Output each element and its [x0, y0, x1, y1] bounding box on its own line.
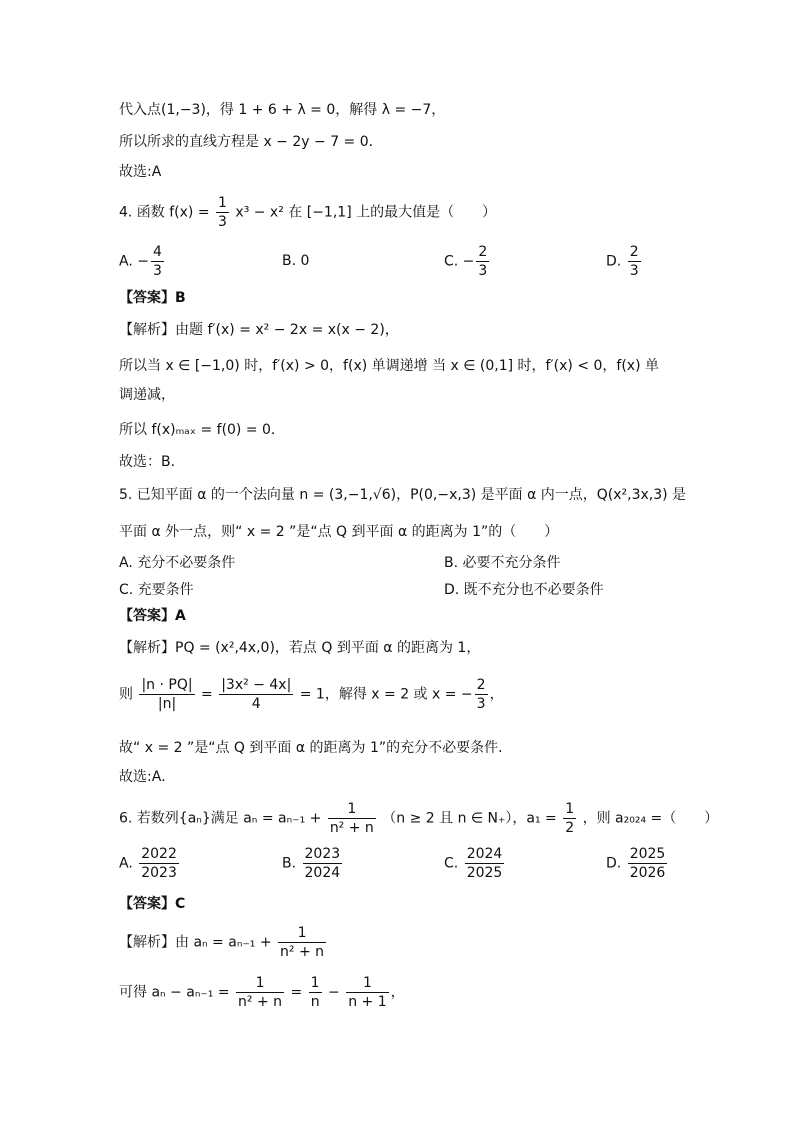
denominator: |n|: [157, 696, 177, 712]
text: ，: [489, 686, 504, 703]
denominator: n² + n: [329, 820, 374, 836]
text: = 1，解得 x = 2 或 x = −: [299, 686, 473, 703]
question-5-line: 平面 α 外一点，则“ x = 2 ”是“点 Q 到平面 α 的距离为 1”的（ ）: [119, 524, 559, 540]
option-d: D. 既不充分也不必要条件: [444, 582, 604, 598]
text: （n ≥ 2 且 n ∈ N₊），a₁ =: [382, 810, 557, 827]
numerator: 2023: [304, 846, 341, 862]
numerator: 1: [328, 800, 376, 819]
numerator: 2025: [629, 846, 666, 862]
fraction: [219, 676, 293, 713]
numerator: 1: [236, 974, 284, 993]
denominator: n: [310, 994, 320, 1010]
analysis-line: 【解析】由题 f′(x) = x² − 2x = x(x − 2)，: [119, 322, 399, 338]
option-label: C.: [444, 855, 459, 872]
text: 【解析】由 aₙ = aₙ₋₁ +: [119, 934, 272, 951]
fraction: [303, 845, 343, 882]
numerator: |3x² − 4x|: [221, 677, 292, 693]
solution-line: 所以所求的直线方程是 x − 2y − 7 = 0．: [119, 134, 383, 150]
option-a: A. − $\frac{4}{3}$: [119, 244, 162, 279]
fraction: [139, 676, 194, 713]
option-label: A.: [119, 855, 133, 872]
denominator: 2023: [141, 865, 177, 881]
analysis-line: 所以 f(x)ₘₐₓ = f(0) = 0．: [119, 422, 285, 438]
fraction: [465, 845, 505, 882]
answer-choice: 故选:A: [119, 164, 162, 180]
denominator: 3: [476, 696, 486, 712]
numerator: 1: [346, 974, 388, 993]
denominator: n² + n: [280, 944, 325, 960]
numerator: 1: [565, 801, 575, 817]
option-b: B. 必要不充分条件: [444, 555, 561, 571]
option-d: [606, 845, 669, 882]
analysis-line: 故“ x = 2 ”是“点 Q 到平面 α 的距离为 1”的充分不必要条件．: [119, 740, 513, 756]
option-c: [444, 845, 506, 882]
option-d: [606, 243, 643, 280]
text: =: [290, 984, 303, 1001]
fraction: [151, 243, 164, 280]
fraction: [476, 243, 489, 280]
numerator: 4: [152, 244, 162, 260]
option-c: C. − $\frac{2}{3}$: [444, 244, 488, 279]
analysis-line: 【解析】PQ = (x²,4x,0)，若点 Q 到平面 α 的距离为 1，: [119, 640, 481, 656]
option-b: [282, 845, 344, 882]
option-label: C.: [444, 253, 459, 270]
denominator: 4: [251, 696, 261, 712]
text: −: [328, 984, 340, 1001]
fraction: [628, 243, 641, 280]
text: ，: [390, 984, 405, 1001]
numerator: 1: [218, 195, 227, 211]
analysis-line: 调递减，: [119, 387, 175, 403]
option-label: D.: [606, 253, 622, 270]
numerator: 2022: [141, 846, 177, 862]
fraction: [628, 845, 668, 882]
answer-label: 【答案】A: [119, 608, 186, 624]
denominator: 2: [565, 820, 575, 836]
numerator: 2: [476, 677, 486, 693]
option-label: A.: [119, 253, 133, 270]
solution-line: 代入点(1,−3)，得 1 + 6 + λ = 0，解得 λ = −7，: [119, 102, 446, 118]
numerator: 1: [278, 924, 326, 943]
option-a: A. 充分不必要条件: [119, 555, 236, 571]
numerator: |n · PQ|: [141, 677, 193, 693]
denominator: n² + n: [238, 994, 283, 1010]
numerator: 2024: [466, 846, 503, 862]
answer-label: 【答案】C: [119, 896, 186, 912]
denominator: 2025: [466, 865, 503, 881]
text: 6. 若数列{aₙ}满足 aₙ = aₙ₋₁ +: [119, 810, 322, 827]
numerator: 2: [629, 244, 639, 260]
fraction: [475, 676, 488, 713]
fraction: [328, 800, 376, 837]
fraction: [236, 974, 284, 1011]
text: ，则 a₂₀₂₄ =（ ）: [582, 810, 719, 827]
q4-text: x³ − x² 在 [−1,1] 上的最大值是（ ）: [235, 204, 497, 221]
option-c: C. 充要条件: [119, 582, 194, 598]
denominator: 3: [218, 214, 227, 230]
analysis-line: 所以当 x ∈ [−1,0) 时，f′(x) > 0，f(x) 单调递增 当 x ∈ (0,1] 时，f′(x) < 0，f(x) 单: [119, 358, 660, 374]
option-a: [119, 845, 181, 882]
option-label: B.: [282, 855, 297, 872]
denominator: 3: [629, 263, 639, 279]
question-4: [119, 194, 496, 231]
denominator: 3: [478, 263, 488, 279]
q4-text: 4. 函数 f(x) =: [119, 204, 210, 221]
text: 则: [119, 686, 133, 703]
fraction: [216, 194, 229, 231]
answer-choice: 故选:A．: [119, 769, 176, 785]
answer-label: 【答案】B: [119, 290, 186, 306]
numerator: 1: [310, 975, 320, 991]
question-5-line: 5. 已知平面 α 的一个法向量 n = (3,−1,√6)，P(0,−x,3) 是平面 α 内一点，Q(x²,3x,3) 是: [119, 487, 687, 503]
fraction: [139, 845, 179, 882]
analysis-formula: [119, 974, 405, 1011]
denominator: n + 1: [348, 994, 387, 1010]
option-b: B. 0: [282, 253, 310, 269]
denominator: 3: [152, 263, 162, 279]
fraction: [563, 800, 576, 837]
question-6: [119, 800, 718, 837]
fraction: [309, 974, 322, 1011]
text: =: [201, 686, 213, 703]
denominator: 2026: [629, 865, 666, 881]
denominator: 2024: [304, 865, 341, 881]
option-label: D.: [606, 855, 622, 872]
fraction: [278, 924, 326, 961]
fraction: [346, 974, 388, 1011]
text: 可得 aₙ − aₙ₋₁ =: [119, 984, 230, 1001]
analysis-formula: [119, 924, 328, 961]
analysis-formula: [119, 676, 504, 713]
answer-choice: 故选：B.: [119, 454, 176, 470]
numerator: 2: [478, 244, 488, 260]
